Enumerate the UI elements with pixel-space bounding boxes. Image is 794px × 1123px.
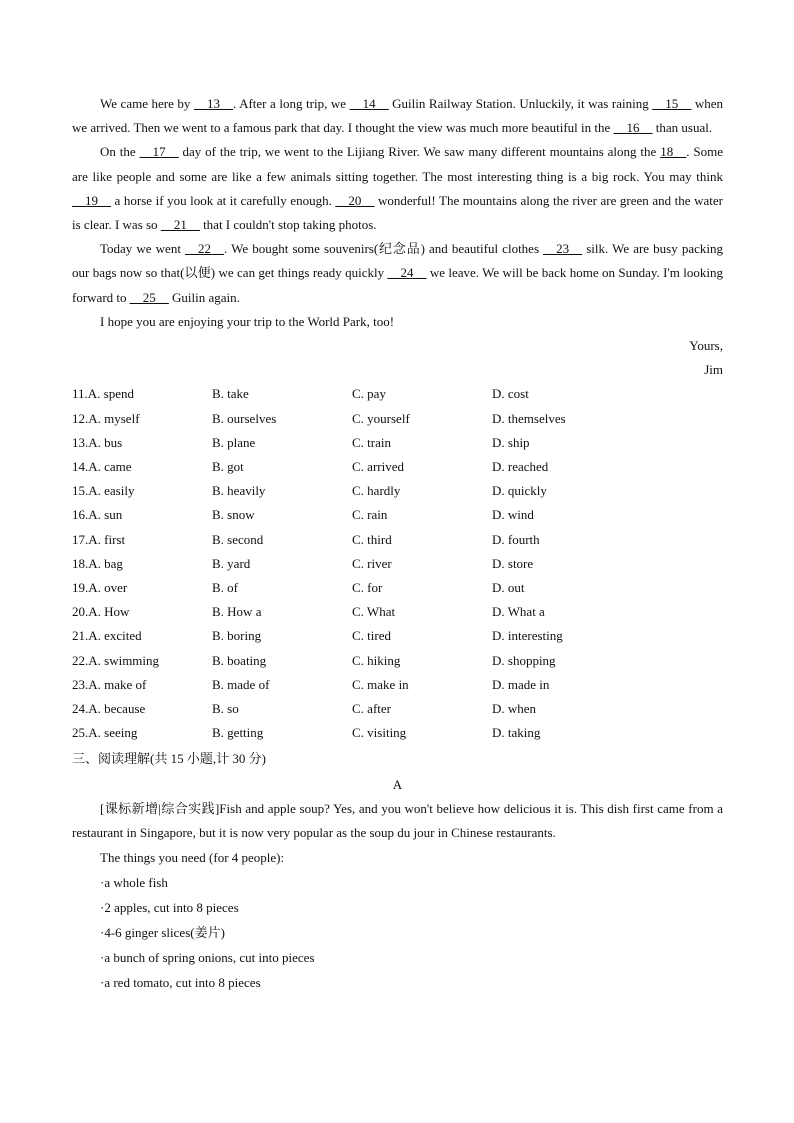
blank-23: __23__ <box>543 241 583 257</box>
passage-paragraph-2 <box>72 140 723 237</box>
option-c[interactable]: C. third <box>352 531 392 547</box>
option-d[interactable]: D. cost <box>492 386 529 402</box>
section-heading: 三、阅读理解(共 15 小题,计 30 分) <box>72 751 266 767</box>
blank-14: __14__ <box>349 96 389 111</box>
text: We came here by <box>100 96 194 111</box>
option-c[interactable]: C. yourself <box>352 410 410 426</box>
text: a horse if you look at it carefully enough. <box>111 192 336 208</box>
option-row-14 <box>72 455 723 479</box>
option-a[interactable]: 17.A. first <box>72 531 126 547</box>
text: than usual. <box>652 120 713 136</box>
option-row-15 <box>72 479 723 503</box>
option-c[interactable]: C. for <box>352 579 383 595</box>
text: Guilin Railway Station. Unluckily, it was raining <box>388 96 653 111</box>
option-b[interactable]: B. second <box>212 531 264 547</box>
option-a[interactable]: 11.A. spend <box>72 386 134 402</box>
option-a[interactable]: 20.A. How <box>72 604 130 620</box>
blank-16: __16__ <box>613 120 653 136</box>
blank-21: __21__ <box>160 217 200 233</box>
reading-intro: [课标新增|综合实践]Fish and apple soup? Yes, and you won't believe how delicious it is. This dish first came from a restaurant in Singapore, but it is now very popular as the soup du jour in Chinese restaurants. <box>72 801 723 841</box>
option-d[interactable]: D. quickly <box>492 483 547 499</box>
option-a[interactable]: 22.A. swimming <box>72 652 160 668</box>
ingredient-item: ·4-6 ginger slices(姜片) <box>100 924 225 940</box>
option-row-17 <box>72 528 723 552</box>
option-d[interactable]: D. shopping <box>492 652 556 668</box>
option-c[interactable]: C. hardly <box>352 483 401 499</box>
option-row-20 <box>72 600 723 624</box>
option-b[interactable]: B. take <box>212 386 249 402</box>
option-a[interactable]: 12.A. myself <box>72 410 140 426</box>
option-c[interactable]: C. tired <box>352 628 391 644</box>
option-b[interactable]: B. made of <box>212 676 270 692</box>
blank-22: __22__ <box>185 241 225 257</box>
blank-19: __19__ <box>72 192 111 208</box>
option-b[interactable]: B. yard <box>212 555 251 571</box>
text: On the <box>100 144 140 160</box>
option-b[interactable]: B. so <box>212 700 239 716</box>
ingredient-item: ·a whole fish <box>100 874 168 890</box>
option-c[interactable]: C. river <box>352 555 392 571</box>
letter-signature: Jim <box>704 362 723 378</box>
option-c[interactable]: C. rain <box>352 507 388 523</box>
option-row-19 <box>72 576 723 600</box>
option-d[interactable]: D. wind <box>492 507 534 523</box>
option-a[interactable]: 13.A. bus <box>72 434 123 450</box>
text: . After a long trip, we <box>232 96 350 111</box>
option-a[interactable]: 23.A. make of <box>72 676 147 692</box>
option-b[interactable]: B. plane <box>212 434 256 450</box>
option-d[interactable]: D. fourth <box>492 531 540 547</box>
option-row-18 <box>72 552 723 576</box>
option-d[interactable]: D. taking <box>492 725 541 741</box>
option-c[interactable]: C. visiting <box>352 725 407 741</box>
option-row-24 <box>72 697 723 721</box>
blank-15: __15__ <box>652 96 692 111</box>
option-row-23 <box>72 673 723 697</box>
option-b[interactable]: B. How a <box>212 604 262 620</box>
option-row-16 <box>72 503 723 527</box>
option-d[interactable]: D. What a <box>492 604 545 620</box>
option-row-22 <box>72 649 723 673</box>
option-a[interactable]: 19.A. over <box>72 579 128 595</box>
option-d[interactable]: D. store <box>492 555 534 571</box>
text: silk. We are busy packing our bags now so that(以便) we can get things ready quickly <box>72 241 723 281</box>
options-list <box>72 382 723 745</box>
passage-paragraph-3 <box>72 237 723 310</box>
option-a[interactable]: 24.A. because <box>72 700 146 716</box>
part-label: A <box>392 777 403 793</box>
blank-24: __24__ <box>387 265 427 281</box>
option-b[interactable]: B. boating <box>212 652 267 668</box>
option-row-25 <box>72 721 723 745</box>
option-c[interactable]: C. pay <box>352 386 386 402</box>
option-b[interactable]: B. got <box>212 459 244 474</box>
option-c[interactable]: C. after <box>352 700 391 716</box>
letter-closing: Yours, <box>689 338 723 354</box>
option-b[interactable]: B. boring <box>212 628 262 644</box>
text: Today we went <box>100 241 186 257</box>
option-a[interactable]: 16.A. sun <box>72 507 123 523</box>
option-d[interactable]: D. ship <box>492 434 530 450</box>
passage-paragraph-1 <box>72 92 723 140</box>
option-row-12 <box>72 407 723 431</box>
option-a[interactable]: 14.A. came <box>72 459 132 474</box>
text: wonderful! The mountains along the river are green and the water is clear. I was so <box>72 192 723 233</box>
ingredient-item: ·a bunch of spring onions, cut into pieces <box>100 949 315 965</box>
option-b[interactable]: B. ourselves <box>212 410 277 426</box>
option-d[interactable]: D. out <box>492 579 525 595</box>
blank-18: 18__ <box>660 144 687 160</box>
text: Guilin again. <box>168 289 240 305</box>
option-d[interactable]: D. themselves <box>492 410 566 426</box>
option-d[interactable]: D. made in <box>492 676 550 692</box>
option-b[interactable]: B. heavily <box>212 483 266 499</box>
option-c[interactable]: C. make in <box>352 676 409 692</box>
blank-17: __17__ <box>139 144 179 160</box>
text: day of the trip, we went to the Lijiang River. We saw many different mountains along the <box>178 144 661 160</box>
text: . We bought some souvenirs(纪念品) and beautiful clothes <box>224 241 544 257</box>
option-row-13 <box>72 431 723 455</box>
blank-20: __20__ <box>335 192 375 208</box>
option-row-21 <box>72 624 723 648</box>
option-a[interactable]: 18.A. bag <box>72 555 123 571</box>
option-d[interactable]: D. reached <box>492 459 549 474</box>
option-d[interactable]: D. when <box>492 700 537 716</box>
option-a[interactable]: 25.A. seeing <box>72 725 138 741</box>
option-b[interactable]: B. snow <box>212 507 255 523</box>
option-c[interactable]: C. hiking <box>352 652 401 668</box>
option-c[interactable]: C. arrived <box>352 459 404 474</box>
text: that I couldn't stop taking photos. <box>199 217 377 233</box>
option-d[interactable]: D. interesting <box>492 628 563 644</box>
option-row-11 <box>72 382 723 406</box>
option-b[interactable]: B. getting <box>212 725 264 741</box>
text: we leave. We will be back home on Sunday. I'm looking forward to <box>72 265 723 305</box>
blank-13: __13__ <box>193 96 233 111</box>
option-c[interactable]: C. train <box>352 434 391 450</box>
ingredient-item: ·2 apples, cut into 8 pieces <box>100 899 239 915</box>
ingredient-item: ·a red tomato, cut into 8 pieces <box>100 974 261 990</box>
blank-25: __25__ <box>129 289 169 305</box>
text: . Some are like people and some are like a few animals sitting together. The most interesting thing is a big rock. You may think <box>72 144 723 184</box>
ingredients-heading: The things you need (for 4 people): <box>100 849 285 865</box>
document-page <box>72 92 723 995</box>
option-b[interactable]: B. of <box>212 579 238 595</box>
passage-paragraph-4: I hope you are enjoying your trip to the World Park, too! <box>100 313 395 329</box>
option-a[interactable]: 15.A. easily <box>72 483 135 499</box>
option-c[interactable]: C. What <box>352 604 396 620</box>
text: when we arrived. Then we went to a famous park that day. I thought the view was much more beautiful in the <box>72 96 723 136</box>
option-a[interactable]: 21.A. excited <box>72 628 142 644</box>
